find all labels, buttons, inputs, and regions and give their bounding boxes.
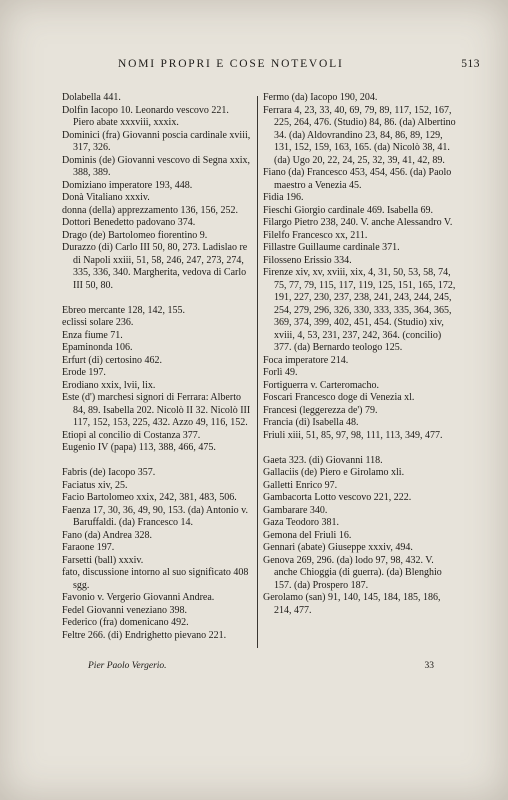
index-entry: donna (della) apprezzamento 136, 156, 252. bbox=[62, 204, 239, 216]
index-entry: Domiziano imperatore 193, 448. bbox=[62, 179, 193, 191]
index-entry: Eugenio IV (papa) 113, 388, 466, 475. bbox=[62, 442, 216, 453]
index-entry: Fiano (da) Francesco 453, 454, 456. (da) Paolo maestro a Venezia 45. bbox=[263, 167, 452, 191]
section-gap bbox=[263, 442, 459, 455]
column-divider bbox=[257, 96, 258, 648]
index-entry: Gambarare 340. bbox=[263, 504, 328, 516]
index-entry: Fermo (da) Iacopo 190, 204. bbox=[263, 92, 378, 103]
index-column-right bbox=[263, 92, 459, 617]
index-entry: Filelfo Francesco xx, 211. bbox=[263, 229, 368, 241]
index-entry: Galletti Enrico 97. bbox=[263, 479, 338, 491]
index-entry: Drago (de) Bartolomeo fiorentino 9. bbox=[62, 229, 208, 241]
index-entry: Dominici (fra) Giovanni poscia cardinale xviii, 317, 326. bbox=[62, 129, 251, 153]
index-entry: Fedel Giovanni veneziano 398. bbox=[62, 604, 187, 616]
index-entry: Fidia 196. bbox=[263, 192, 304, 203]
footer-author: Pier Paolo Vergerio. bbox=[88, 661, 167, 671]
index-entry: Feltre 266. (di) Endrighetto pievano 221. bbox=[62, 629, 227, 641]
index-entry: Faenza 17, 30, 36, 49, 90, 153. (da) Antonio v. Baruffaldi. (da) Francesco 14. bbox=[62, 504, 248, 528]
index-entry: Fabris (de) Iacopo 357. bbox=[62, 467, 156, 478]
index-entry: Forlì 49. bbox=[263, 367, 298, 378]
index-entry: Erfurt (di) certosino 462. bbox=[62, 354, 162, 366]
index-entry: Faciatus xiv, 25. bbox=[62, 479, 128, 491]
index-entry: Gaeta 323. (di) Giovanni 118. bbox=[263, 454, 383, 466]
index-entry: Gennari (abate) Giuseppe xxxiv, 494. bbox=[263, 542, 413, 553]
index-entry: Francia (di) Isabella 48. bbox=[263, 417, 359, 428]
index-entry: Fortiguerra v. Carteromacho. bbox=[263, 379, 379, 391]
index-entry: Firenze xiv, xv, xviii, xix, 4, 31, 50, 53, 58, 74, 75, 77, 79, 115, 117, 119, 125, 151, 165, 172, 191, 227, 230, 237, 238, 241, 243, 244, 245, 254, 279, 296, 326, 330, 333, 335, 364, 365, 369, 374, 399, 402, 451, 454. (Studio) xiv, xviii, 4, 53, 231, 237, 242, 364. (concilio) 377. (da) Bernardo teologo 125. bbox=[263, 267, 456, 353]
index-entry: Francesi (leggerezza de') 79. bbox=[263, 404, 378, 416]
page-footer bbox=[88, 661, 458, 677]
index-entry: Dolabella 441. bbox=[62, 92, 121, 103]
index-entry: Farsetti (ball) xxxiv. bbox=[62, 554, 144, 566]
index-entry: Favonio v. Vergerio Giovanni Andrea. bbox=[62, 592, 215, 603]
index-entry: Gemona del Friuli 16. bbox=[263, 529, 352, 541]
index-entry: Dottori Benedetto padovano 374. bbox=[62, 217, 196, 228]
index-entry: Ebreo mercante 128, 142, 155. bbox=[62, 304, 186, 316]
index-entry: Faraone 197. bbox=[62, 542, 115, 553]
index-entry: Gallaciis (de) Piero e Girolamo xli. bbox=[263, 467, 405, 478]
section-gap bbox=[62, 455, 252, 468]
signature-mark: 33 bbox=[424, 661, 434, 671]
section-gap bbox=[62, 292, 252, 305]
index-entry: Filosseno Erissio 334. bbox=[263, 254, 352, 266]
index-entry: Gambacorta Lotto vescovo 221, 222. bbox=[263, 492, 412, 503]
index-entry: Donà Vitaliano xxxiv. bbox=[62, 192, 150, 203]
index-entry: Gerolamo (san) 91, 140, 145, 184, 185, 186, 214, 477. bbox=[263, 592, 441, 616]
index-entry: Erodiano xxix, lvii, lix. bbox=[62, 379, 156, 391]
index-entry: Epaminonda 106. bbox=[62, 342, 133, 353]
index-entry: Filargo Pietro 238, 240. V. anche Alessandro V. bbox=[263, 217, 453, 228]
running-header bbox=[60, 58, 480, 78]
index-entry: Gaza Teodoro 381. bbox=[263, 517, 340, 528]
page-number: 513 bbox=[461, 58, 480, 70]
index-entry: Facio Bartolomeo xxix, 242, 381, 483, 506. bbox=[62, 492, 237, 503]
index-entry: Ferrara 4, 23, 33, 40, 69, 79, 89, 117, 152, 167, 225, 264, 476. (Studio) 84, 86. (da) Albertino 34. (da) Aldovrandino 23, 84, 86, 89, 129, 131, 152, 159, 163, 165. (da) Nicolò 38, 41. (da) Ugo 20, 22, 24, 25, 32, 39, 41, 42, 89. bbox=[263, 104, 456, 166]
index-entry: Federico (fra) domenicano 492. bbox=[62, 617, 189, 628]
index-entry: Dominis (de) Giovanni vescovo di Segna xxix, 388, 389. bbox=[62, 154, 251, 178]
index-entry: Genova 269, 296. (da) lodo 97, 98, 432. V. anche Chioggia (di guerra). (da) Blenghio 157. (da) Prospero 187. bbox=[263, 554, 442, 591]
index-entry: Foca imperatore 214. bbox=[263, 354, 349, 366]
index-entry: Etiopi al concilio di Costanza 377. bbox=[62, 429, 201, 441]
index-entry: Enza fiume 71. bbox=[62, 329, 123, 341]
index-entry: Este (d') marchesi signori di Ferrara: Alberto 84, 89. Isabella 202. Nicolò II 32. Nicolò III 117, 152, 153, 225, 432. Azzo 49, 116, 152. bbox=[62, 392, 251, 428]
index-entry: Fano (da) Andrea 328. bbox=[62, 529, 152, 541]
index-entry: Friuli xiii, 51, 85, 97, 98, 111, 113, 349, 477. bbox=[263, 429, 443, 441]
index-entry: Fillastre Guillaume cardinale 371. bbox=[263, 242, 400, 253]
index-entry: eclissi solare 236. bbox=[62, 317, 134, 328]
index-entry: Erode 197. bbox=[62, 367, 106, 378]
index-column-left bbox=[62, 92, 252, 642]
index-entry: Fieschi Giorgio cardinale 469. Isabella 69. bbox=[263, 204, 434, 216]
index-entry: Foscari Francesco doge di Venezia xl. bbox=[263, 392, 415, 403]
index-entry: fato, discussione intorno al suo significato 408 sgg. bbox=[62, 567, 249, 591]
page-title: NOMI PROPRI E COSE NOTEVOLI bbox=[118, 58, 344, 70]
index-entry: Dolfin Iacopo 10. Leonardo vescovo 221. Piero abate xxxviii, xxxix. bbox=[62, 104, 229, 128]
index-entry: Durazzo (di) Carlo III 50, 80, 273. Ladislao re di Napoli xxiii, 51, 58, 246, 247, 273, 274, 335, 336, 340. Margherita, vedova di Carlo III 50, 80. bbox=[62, 242, 248, 291]
